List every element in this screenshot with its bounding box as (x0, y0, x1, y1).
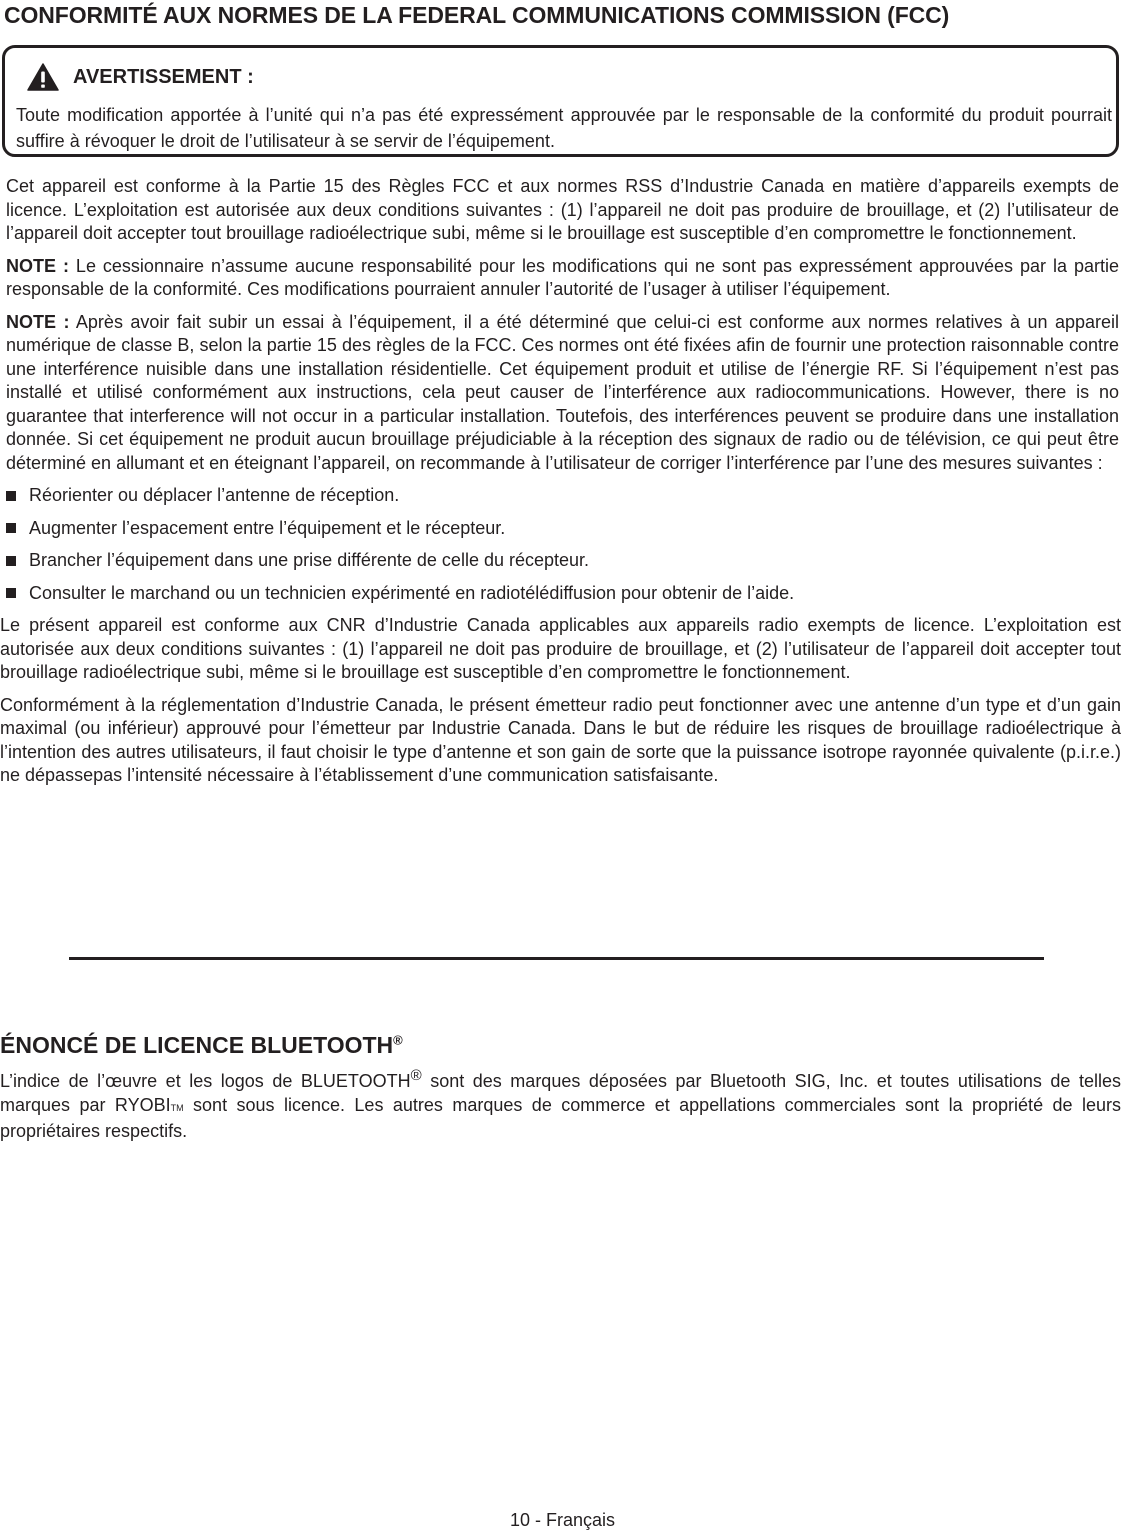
note-2 (0, 311, 1119, 476)
bluetooth-section-title: ÉNONCÉ DE LICENCE BLUETOOTH® (0, 1032, 403, 1058)
fcc-section-title: CONFORMITÉ AUX NORMES DE LA FEDERAL COMMUNICATIONS COMMISSION (FCC) (4, 2, 950, 28)
warning-header (27, 62, 254, 92)
fcc-paragraph-1: Cet appareil est conforme à la Partie 15 des Règles FCC et aux normes RSS d’Industrie Canada en matière d’appareils exempts de licence. L’exploitation est autorisée aux deux conditions suivantes : (1) l’appareil ne doit pas produire de brouillage, et (2) l’utilisateur de l’appareil doit accepter tout brouillage radioélectrique subi, même si le brouillage est susceptible d’en compromettre le fonctionnement. (6, 176, 1119, 243)
bluetooth-paragraph: L’indice de l’œuvre et les logos de BLUETOOTH® sont des marques déposées par Bluetooth SIG, Inc. et toutes utilisations de telles marques par RYOBITM sont sous licence. Les autres marques de commerce et appellations commerciales sont la propriété de leurs propriétaires respectifs. (0, 1067, 1121, 1141)
registered-mark: ® (393, 1032, 403, 1048)
list-item: Brancher l’équipement dans une prise différente de celle du récepteur. (6, 549, 1125, 573)
list-item: Consulter le marchand ou un technicien expérimenté en radiotélédiffusion pour obtenir de l’aide. (6, 582, 1125, 606)
note-1-label: NOTE : (6, 255, 69, 276)
registered-mark: ® (410, 1067, 422, 1084)
list-item: Augmenter l’espacement entre l’équipement et le récepteur. (6, 517, 1125, 541)
fcc-paragraph-2: Le présent appareil est conforme aux CNR d’Industrie Canada applicables aux appareils radio exempts de licence. L’exploitation est autorisée aux deux conditions suivantes : (1) l’appareil ne doit pas produire de brouillage, et (2) l’utilisateur de l’appareil doit accepter tout brouillage radioélectrique subi, même si le brouillage est susceptible d’en compromettre le fonctionnement. (0, 615, 1121, 682)
warning-text: Toute modification apportée à l’unité qui n’a pas été expressément approuvée par le responsable de la conformité du produit pourrait suffire à révoquer le droit de l’utilisateur à se servir de l’équipement. (16, 105, 1112, 151)
square-bullet-icon (6, 588, 16, 598)
note-1 (0, 255, 1119, 302)
note-2-label: NOTE : (6, 311, 70, 332)
square-bullet-icon (6, 556, 16, 566)
square-bullet-icon (6, 491, 16, 501)
fcc-body (0, 175, 1125, 788)
measures-list (0, 484, 1125, 605)
warning-label: AVERTISSEMENT : (73, 65, 254, 88)
warning-box (2, 45, 1119, 157)
square-bullet-icon (6, 523, 16, 533)
note-1-text: Le cessionnaire n’assume aucune responsabilité pour les modifications qui ne sont pas expressément approuvées par la partie responsable de la conformité. Ces modifications pourraient annuler l’autorité de l’usager à utiliser l’équipement. (6, 255, 1119, 299)
note-2-text: Après avoir fait subir un essai à l’équipement, il a été déterminé que celui-ci est conforme aux normes relatives à un appareil numérique de classe B, selon la partie 15 des règles de la FCC. Ces normes ont été fixées afin de fournir une protection raisonnable contre une interférence nuisible dans une installation résidentielle. Cet équipement produit et utilise de l’énergie RF. Si l’équipement n’est pas installé et utilisé conformément aux instructions, cela peut causer de l’interférence aux radiocommunications. However, there is no guarantee that interference will not occur in a particular installation. Toutefois, des interférences peuvent se produire dans une installation donnée. Si cet équipement ne produit aucun brouillage préjudiciable à la réception des signaux de radio ou de télévision, ce qui peut être déterminé en allumant et en éteignant l’appareil, on recommande à l’utilisateur de corriger l’interférence par l’une des mesures suivantes : (6, 311, 1119, 473)
fcc-paragraph-3: Conformément à la réglementation d’Industrie Canada, le présent émetteur radio peut fonctionner avec une antenne d’un type et d’un gain maximal (ou inférieur) approuvé pour l’émetteur par Industrie Canada. Dans le but de réduire les risques de brouillage radioélectrique à l’intention des autres utilisateurs, il faut choisir le type d’antenne et son gain de sorte que la puissance isotrope rayonnée quivalente (p.i.r.e.) ne dépassepas l’intensité nécessaire à l’établissement d’une communication satisfaisante. (0, 694, 1121, 785)
page-number: 10 - Français (509, 1510, 616, 1530)
section-divider (69, 957, 1044, 960)
list-item: Réorienter ou déplacer l’antenne de réception. (6, 484, 1125, 508)
warning-triangle-icon (27, 63, 59, 91)
trademark-mark: TM (170, 1102, 184, 1113)
